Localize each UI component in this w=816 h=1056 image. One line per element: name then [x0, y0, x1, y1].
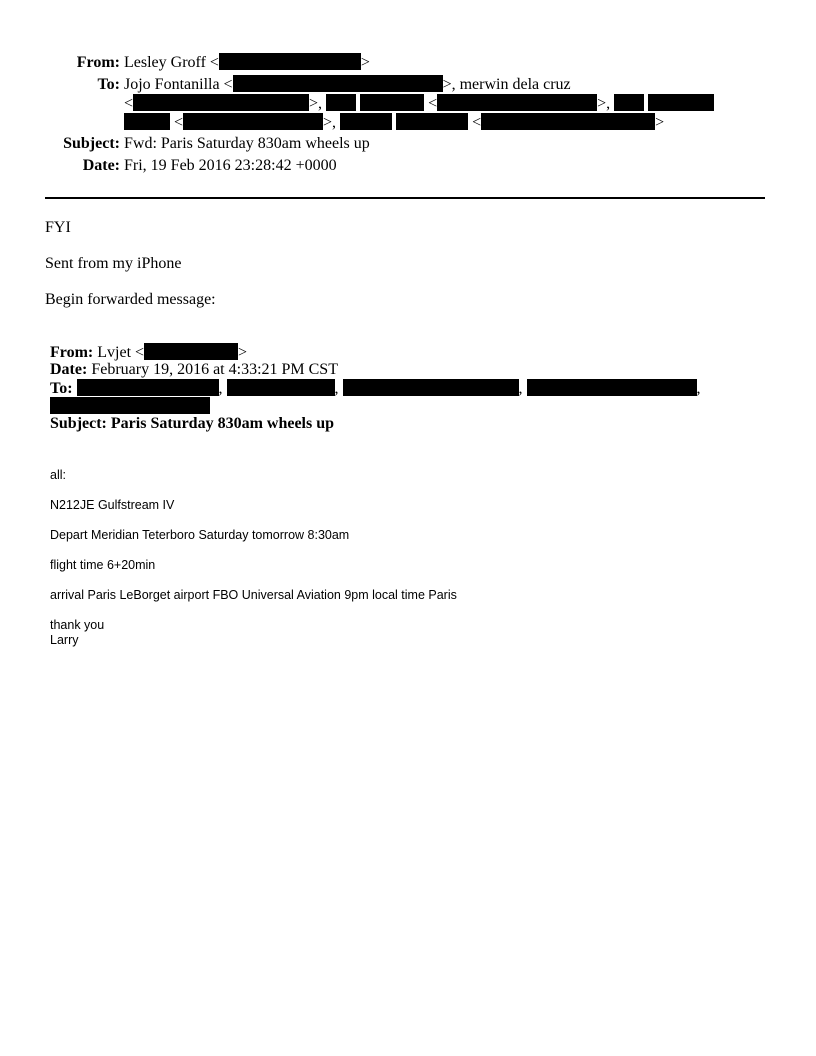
redaction-block	[614, 94, 644, 111]
to-separator: >,	[309, 95, 323, 112]
redaction-block	[50, 397, 210, 414]
from-label: From:	[76, 54, 120, 71]
fwd-subject-value: Paris Saturday 830am wheels up	[110, 415, 335, 432]
body-begin-forwarded: Begin forwarded message:	[45, 291, 216, 308]
message-signature: Larry	[50, 633, 79, 647]
fwd-date-label: Date:	[50, 361, 88, 378]
redaction-block	[124, 113, 170, 130]
message-greeting: all:	[50, 468, 66, 482]
redaction-block	[481, 113, 655, 130]
fwd-from-close: >	[238, 344, 248, 361]
message-flight-time: flight time 6+20min	[50, 558, 156, 572]
to-bracket: >	[655, 114, 665, 131]
redaction-block	[326, 94, 356, 111]
fwd-to-separator: ,	[696, 380, 701, 397]
from-close: >	[360, 54, 370, 71]
to-bracket: <	[124, 95, 134, 112]
message-aircraft: N212JE Gulfstream IV	[50, 498, 175, 512]
fwd-from-label: From:	[50, 344, 94, 361]
fwd-date-value: February 19, 2016 at 4:33:21 PM CST	[91, 361, 338, 378]
to-bracket: <	[472, 114, 482, 131]
subject-value: Fwd: Paris Saturday 830am wheels up	[124, 135, 370, 152]
fwd-from-row	[50, 343, 247, 362]
redaction-block	[219, 53, 361, 70]
fwd-to-separator: ,	[218, 380, 223, 397]
fwd-from-name: Lvjet <	[97, 344, 145, 361]
message-thanks: thank you	[50, 618, 105, 632]
redaction-block	[360, 94, 424, 111]
to-bracket: <	[428, 95, 438, 112]
fwd-date-row	[50, 361, 338, 379]
redaction-block	[343, 379, 519, 396]
redaction-block	[77, 379, 219, 396]
redaction-block	[233, 75, 443, 92]
to-name: Jojo Fontanilla <	[124, 76, 233, 93]
fwd-subject-label: Subject:	[50, 415, 107, 432]
redaction-block	[527, 379, 697, 396]
date-label: Date:	[82, 157, 120, 174]
to-cont-2	[124, 112, 664, 134]
from-value	[124, 52, 370, 74]
redaction-block	[648, 94, 714, 111]
redaction-block	[144, 343, 238, 360]
to-separator: >,	[323, 114, 337, 131]
redaction-block	[437, 94, 597, 111]
redaction-block	[340, 113, 392, 130]
message-depart: Depart Meridian Teterboro Saturday tomorrow 8:30am	[50, 528, 350, 542]
fwd-to-separator: ,	[334, 380, 339, 397]
fwd-to-continuation	[50, 397, 210, 416]
fwd-to-label: To:	[50, 380, 73, 397]
fwd-subject-row	[50, 415, 334, 433]
header-divider	[45, 197, 765, 199]
to-label: To:	[97, 76, 120, 93]
date-value: Fri, 19 Feb 2016 23:28:42 +0000	[124, 157, 337, 174]
fwd-to-separator: ,	[518, 380, 523, 397]
redaction-block	[227, 379, 335, 396]
subject-label: Subject:	[63, 135, 120, 152]
to-separator: >,	[597, 95, 611, 112]
to-close: >, merwin dela cruz	[442, 76, 571, 93]
body-fyi: FYI	[45, 219, 71, 236]
body-sent-from: Sent from my iPhone	[45, 255, 182, 272]
from-name: Lesley Groff <	[124, 54, 219, 71]
to-bracket: <	[174, 114, 184, 131]
fwd-to-row	[50, 379, 701, 398]
message-arrival: arrival Paris LeBorget airport FBO Universal Aviation 9pm local time Paris	[50, 588, 457, 602]
redaction-block	[133, 94, 309, 111]
redaction-block	[396, 113, 468, 130]
redaction-block	[183, 113, 323, 130]
